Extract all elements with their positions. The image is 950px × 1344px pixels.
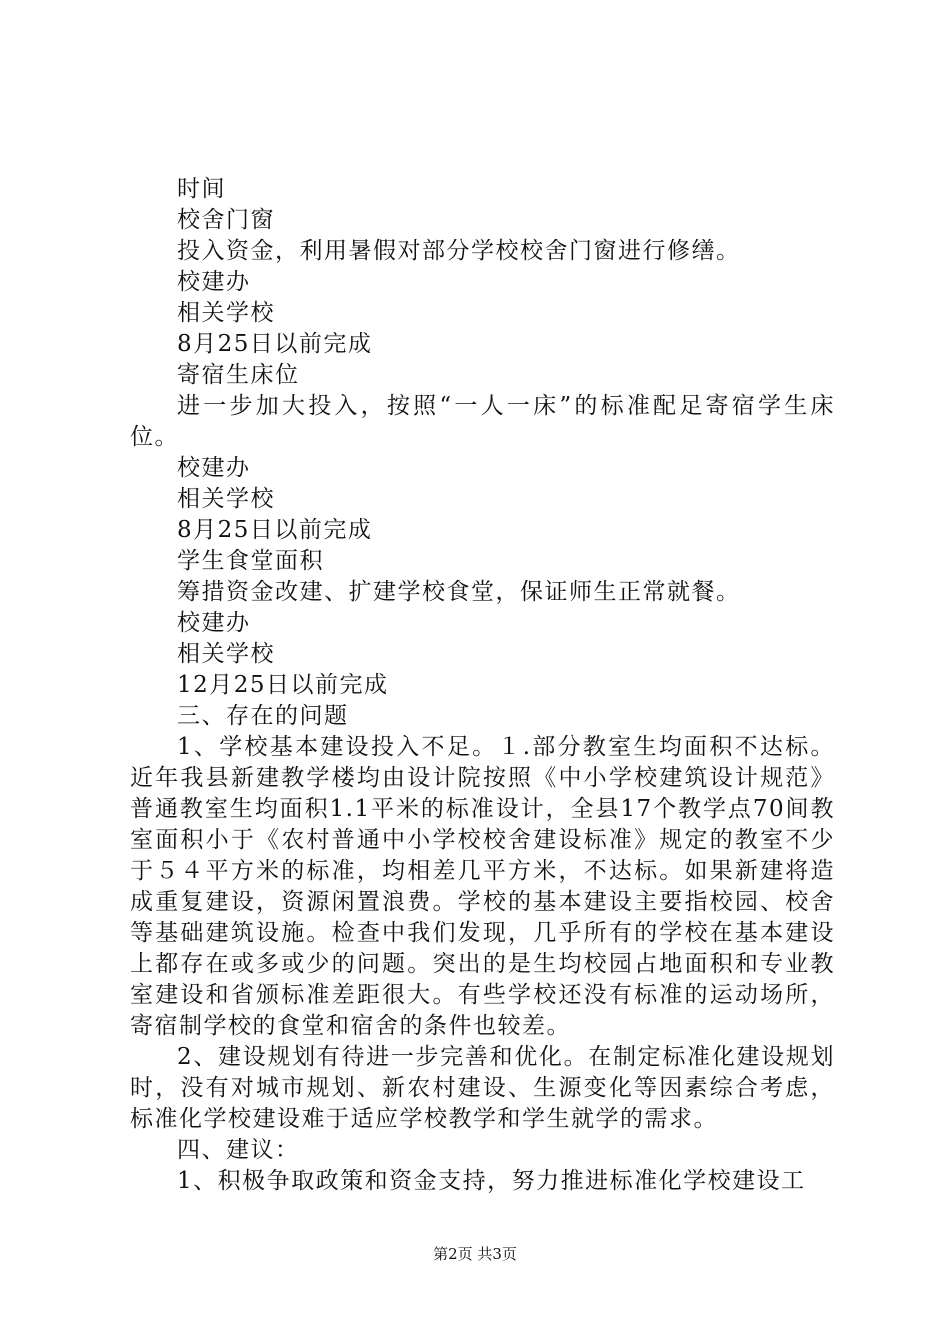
text-line: 相关学校	[177, 641, 275, 667]
paragraph-problem-1: 1、学校基本建设投入不足。１.部分教室生均面积不达标。近年我县新建教学楼均由设计院按照《中小学校建筑设计规范》普通教室生均面积1.1平米的标准设计，全县17个教学点70间教室面积小于《农村普通中小学校校舍建设标准》规定的教室不少于５４平方米的标准，均相差几平方米，不达标。如果新建将造成重复建设，资源闲置浪费。学校的基本建设主要指校园、校舍等基础建筑设施。检查中我们发现，几乎所有的学校在基本建设上都存在或多或少的问题。突出的是生均校园占地面积和专业教室建设和省颁标准差距很大。有些学校还没有标准的运动场所，寄宿制学校的食堂和宿舍的条件也较差。	[130, 734, 835, 1039]
text-line: 相关学校	[177, 300, 275, 326]
text-line: 筹措资金改建、扩建学校食堂，保证师生正常就餐。	[177, 579, 741, 605]
text-line: 8月25日以前完成	[177, 331, 373, 357]
text-line: 投入资金，利用暑假对部分学校校舍门窗进行修缮。	[177, 238, 741, 264]
text-line: 校舍门窗	[177, 207, 275, 233]
text-line: 校建办	[177, 455, 251, 481]
section-heading-suggestions: 四、建议：	[177, 1137, 300, 1163]
text-line: 学生食堂面积	[177, 548, 324, 574]
text-line: 校建办	[177, 269, 251, 295]
text-line: 相关学校	[177, 486, 275, 512]
text-line: 校建办	[177, 610, 251, 636]
page-footer: 第2页 共3页	[433, 1245, 517, 1263]
paragraph-suggestion-1: 1、积极争取政策和资金支持，努力推进标准化学校建设工	[177, 1168, 806, 1194]
paragraph-beds: 进一步加大投入，按照“一人一床”的标准配足寄宿学生床位。	[130, 393, 835, 450]
text-line: 8月25日以前完成	[177, 517, 373, 543]
text-line: 12月25日以前完成	[177, 672, 389, 698]
text-line: 寄宿生床位	[177, 362, 300, 388]
paragraph-problem-2: 2、建设规划有待进一步完善和优化。在制定标准化建设规划时，没有对城市规划、新农村建设、生源变化等因素综合考虑，标准化学校建设难于适应学校教学和学生就学的需求。	[130, 1044, 835, 1132]
document-body	[130, 174, 835, 1197]
text-line: 时间	[177, 176, 226, 202]
section-heading-problems: 三、存在的问题	[177, 703, 349, 729]
